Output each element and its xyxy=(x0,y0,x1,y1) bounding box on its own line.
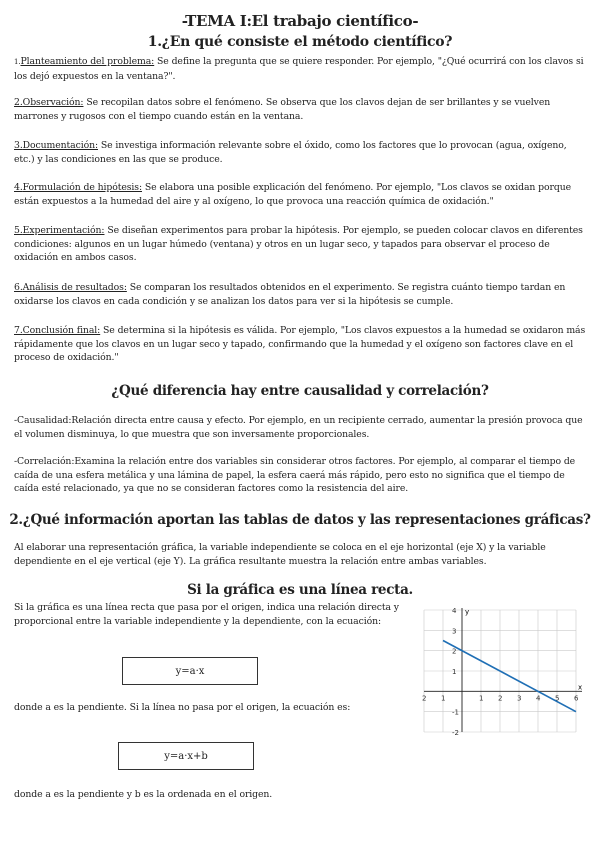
causalidad-paragraph: -Causalidad:Relación directa entre causa y efecto. Por ejemplo, en un recipiente cerrado, aumentar la presión provoca que el volumen disminuya, lo que muestra que son inversamente proporcionales. xyxy=(14,415,583,440)
step-number: 2. xyxy=(14,97,23,108)
linear-text-1: Si la gráfica es una línea recta que pasa por el origen, indica una relación directa y proporcional entre la variable independiente y la dependiente, con la ecuación: xyxy=(14,602,399,627)
step-4 xyxy=(14,181,586,208)
graph-series-line xyxy=(443,641,576,712)
step-7 xyxy=(14,324,586,365)
formula-text: y=a·x+b xyxy=(164,750,208,762)
y-tick-label: 3 xyxy=(452,627,457,636)
causality-heading: ¿Qué diferencia hay entre causalidad y correlación? xyxy=(111,383,489,399)
step-label: Observación: xyxy=(22,97,84,108)
linear-text-3: donde a es la pendiente y b es la ordenada en el origen. xyxy=(14,789,273,800)
x-tick-label: 2 xyxy=(422,694,427,703)
y-tick-label: -1 xyxy=(452,708,459,717)
x-tick-label: 5 xyxy=(555,694,560,703)
section-2-intro: Al elaborar una representación gráfica, la variable independiente se coloca en el eje horizontal (eje X) y la variable dependiente en el eje vertical (eje Y). La gráfica resultante muestra la relación entre ambas variables. xyxy=(14,542,546,567)
step-6 xyxy=(14,281,586,308)
step-number: 4. xyxy=(14,182,23,193)
y-tick-label: 2 xyxy=(452,647,457,656)
step-text: Se recopilan datos sobre el fenómeno. Se observa que los clavos dejan de ser brillantes y se vuelven marrones y rugosos con el tiempo cuando están en la ventana. xyxy=(14,97,551,122)
step-label: Experimentación: xyxy=(22,225,105,236)
step-text: Se define la pregunta que se quiere responder. Por ejemplo, "¿Qué ocurrirá con los clavos si los dejó expuestos en la ventana?". xyxy=(14,56,584,82)
graph-x-label: x xyxy=(578,683,583,692)
step-number: 6. xyxy=(14,282,23,293)
step-label: Planteamiento del problema: xyxy=(20,56,155,67)
x-tick-label: 3 xyxy=(517,694,522,703)
step-label: Documentación: xyxy=(22,140,98,151)
graph-y-label: y xyxy=(465,608,470,616)
graph-axes xyxy=(424,608,582,732)
x-tick-label: 1 xyxy=(441,694,446,703)
linear-text-2: donde a es la pendiente. Si la línea no pasa por el origen, la ecuación es: xyxy=(14,702,351,713)
x-tick-label: 1 xyxy=(479,694,484,703)
step-label: Análisis de resultados: xyxy=(22,282,127,293)
correlacion-paragraph: -Correlación:Examina la relación entre dos variables sin considerar otros factores. Por ejemplo, al comparar el tiempo de caída de una esfera metálica y una lámina de papel, la esfera caerá más rápido, pero esto no significa que el tiempo de caída esté relacionado, ya que no se consideran factores como la resistencia del aire. xyxy=(14,456,576,494)
x-tick-label: 4 xyxy=(536,694,541,703)
formula-text: y=a·x xyxy=(175,665,205,677)
step-label: Formulación de hipótesis: xyxy=(22,182,142,193)
step-5 xyxy=(14,224,586,265)
step-number: 7. xyxy=(14,325,23,336)
step-text: Se elabora una posible explicación del fenómeno. Por ejemplo, "Los clavos se oxidan porque están expuestos a la humedad del aire y al oxígeno, lo que provoca una reacción química de oxidación." xyxy=(14,182,572,207)
y-tick-label: -2 xyxy=(452,729,459,736)
formula-proportional xyxy=(122,657,258,685)
formula-affine xyxy=(118,742,254,770)
x-tick-label: 2 xyxy=(498,694,503,703)
linear-graph xyxy=(416,604,586,736)
step-number: 1. xyxy=(14,58,21,66)
step-number: 3. xyxy=(14,140,23,151)
step-text: Se determina si la hipótesis es válida. Por ejemplo, "Los clavos expuestos a la humedad se oxidaron más rápidamente que los clavos en un lugar seco y tapado, confirmando que la humedad y el oxígeno son factores clave en el proceso de oxidación." xyxy=(14,325,586,363)
section-1-heading: 1.¿En qué consiste el método científico? xyxy=(147,34,453,50)
y-tick-label: 1 xyxy=(452,668,457,676)
linear-heading: Si la gráfica es una línea recta. xyxy=(187,582,413,598)
step-1 xyxy=(14,55,586,83)
step-2 xyxy=(14,96,586,123)
x-tick-label: 6 xyxy=(574,694,579,703)
step-text: Se investiga información relevante sobre el óxido, como los factores que lo provocan (agua, oxígeno, etc.) y las condiciones en las que se produce. xyxy=(14,140,567,165)
step-number: 5. xyxy=(14,225,23,236)
step-3 xyxy=(14,139,586,166)
step-label: Conclusión final: xyxy=(22,325,101,336)
step-text: Se diseñan experimentos para probar la hipótesis. Por ejemplo, se pueden colocar clavos en diferentes condiciones: algunos en un lugar húmedo (ventana) y otros en un lugar seco, y tapados para observar el proceso de oxidación en ambos casos. xyxy=(14,225,583,263)
step-text: Se comparan los resultados obtenidos en el experimento. Se registra cuánto tiempo tardan en oxidarse los clavos en cada condición y se analizan los datos para ver si la hipótesis se cumple. xyxy=(14,282,566,307)
section-2-heading: 2.¿Qué información aportan las tablas de datos y las representaciones gráficas? xyxy=(9,512,591,528)
y-tick-label: 4 xyxy=(452,607,457,615)
tema-title: -TEMA I:El trabajo científico- xyxy=(181,12,419,30)
